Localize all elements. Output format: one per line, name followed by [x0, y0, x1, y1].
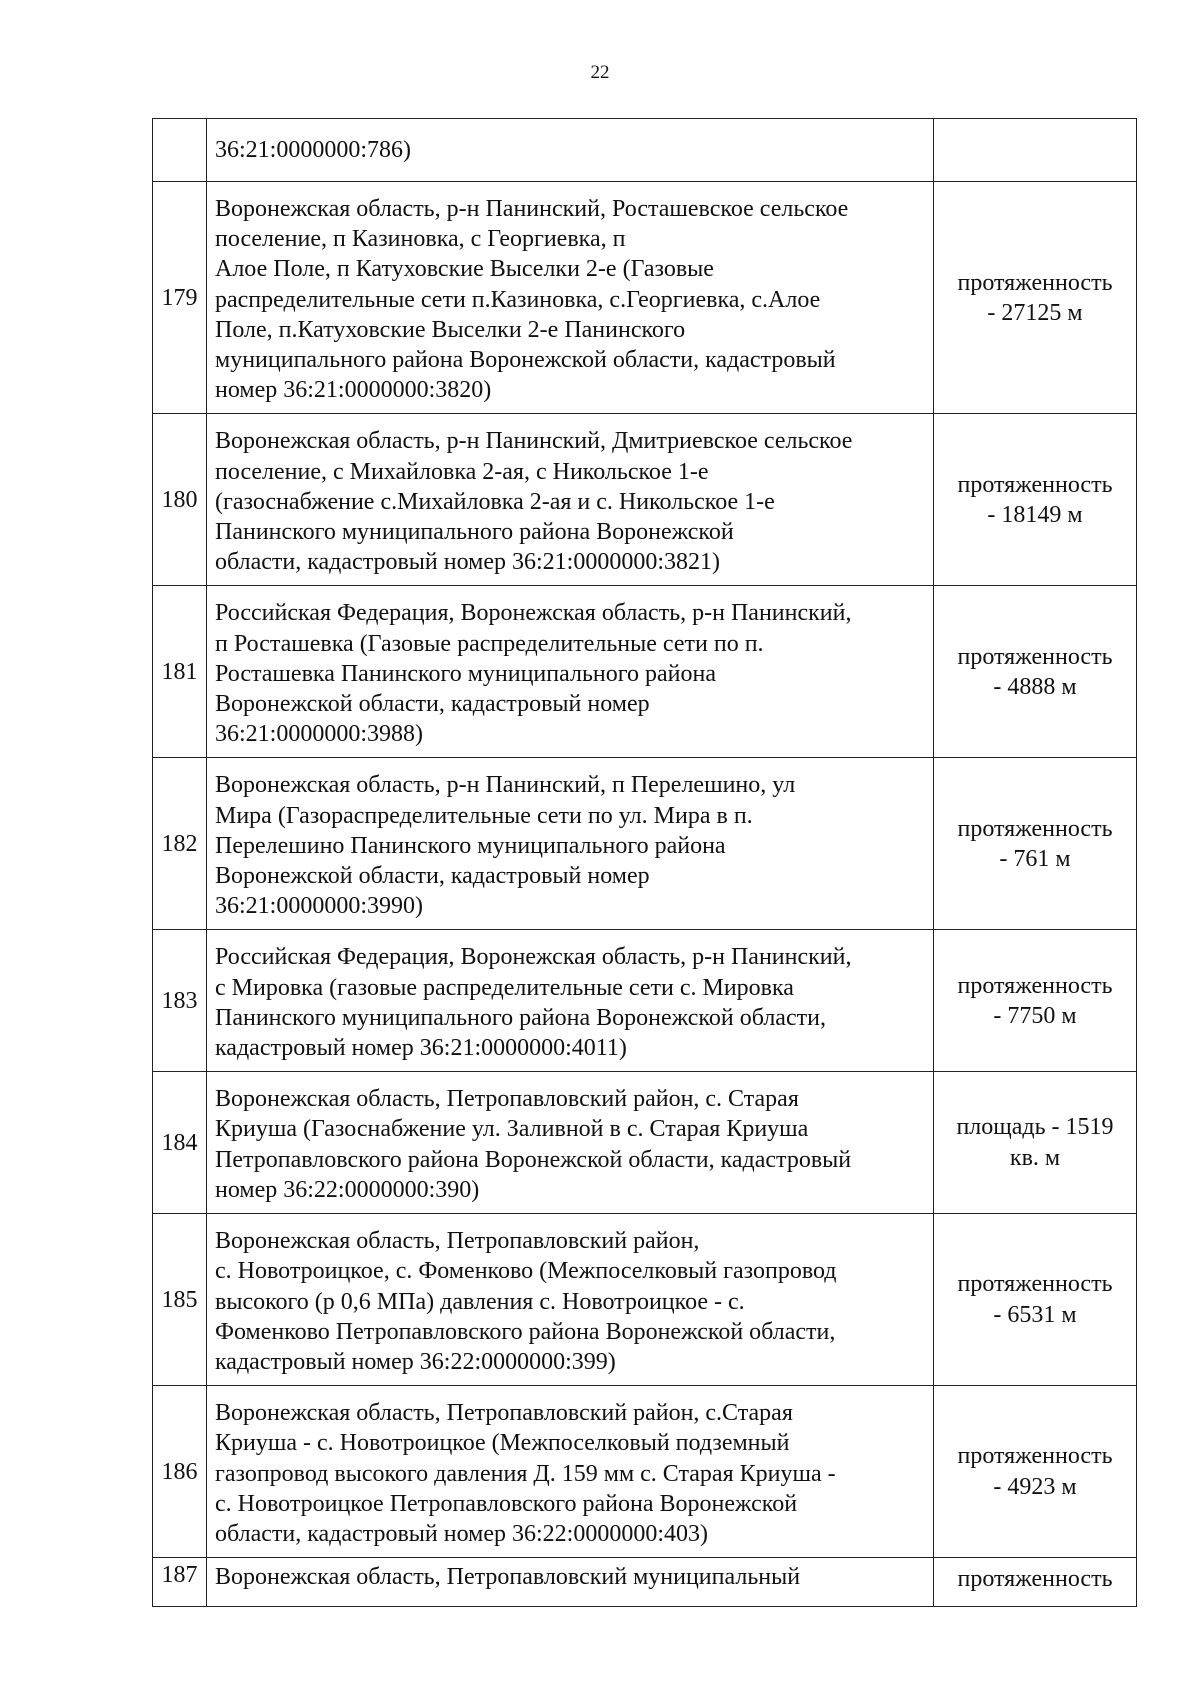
row-number: 181 [153, 586, 207, 758]
table-row [153, 930, 1137, 1072]
description-line: Воронежская область, Петропавловский район, [215, 1228, 700, 1255]
description-line: Воронежской области, кадастровый номер [215, 863, 650, 890]
row-number: 184 [153, 1072, 207, 1214]
description-line: с. Новотроицкое Петропавловского района Воронежской [215, 1490, 798, 1517]
description-line: кадастровый номер 36:21:0000000:4011) [215, 1035, 627, 1062]
object-description [207, 1214, 934, 1386]
description-line: Воронежской области, кадастровый номер [215, 691, 650, 718]
description-line: Петропавловского района Воронежской области, кадастровый [215, 1146, 852, 1173]
object-description [207, 119, 934, 182]
row-number: 183 [153, 930, 207, 1072]
description-line: Перелешино Панинского муниципального района [215, 832, 726, 859]
description-line: Воронежская область, р-н Панинский, п Перелешино, ул [215, 772, 796, 799]
extent-label: протяженность [957, 815, 1113, 842]
object-extent [934, 1558, 1137, 1607]
row-number: 182 [153, 758, 207, 930]
description-line: Поле, п.Катуховские Выселки 2-е Панинского [215, 316, 686, 343]
description-line: поселение, п Казиновка, с Георгиевка, п [215, 226, 626, 253]
extent-label: протяженность [957, 471, 1113, 498]
object-description [207, 586, 934, 758]
table-row [153, 119, 1137, 182]
object-description [207, 182, 934, 414]
description-line: распределительные сети п.Казиновка, с.Георгиевка, с.Алое [215, 286, 821, 313]
row-number: 186 [153, 1386, 207, 1558]
description-line: газопровод высокого давления Д. 159 мм с. Старая Криуша - [215, 1460, 836, 1487]
row-number: 179 [153, 182, 207, 414]
description-line: Панинского муниципального района Воронежской [215, 519, 734, 546]
extent-value: кв. м [1009, 1144, 1061, 1171]
description-line: высокого (р 0,6 МПа) давления с. Новотроицкое - с. [215, 1288, 745, 1315]
extent-value: - 4923 м [993, 1473, 1077, 1500]
description-line: с. Новотроицкое, с. Фоменково (Межпоселковый газопровод [215, 1258, 837, 1285]
description-line: Криуша (Газоснабжение ул. Заливной в с. Старая Криуша [215, 1116, 809, 1143]
object-description [207, 1072, 934, 1214]
description-line: 36:21:0000000:786) [215, 136, 411, 163]
extent-value: - 7750 м [993, 1002, 1077, 1029]
description-line: области, кадастровый номер 36:21:0000000:3821) [215, 549, 720, 576]
description-line: Мира (Газораспределительные сети по ул. Мира в п. [215, 802, 753, 829]
extent-label: протяженность [957, 1271, 1113, 1298]
table-row [153, 182, 1137, 414]
row-number: 180 [153, 414, 207, 586]
registry-table [152, 118, 1137, 1607]
extent-value: - 6531 м [993, 1301, 1077, 1328]
object-extent [934, 119, 1137, 182]
description-line: Алое Поле, п Катуховские Выселки 2-е (Газовые [215, 256, 714, 283]
description-line: Воронежская область, Петропавловский район, с. Старая [215, 1086, 799, 1113]
extent-label: протяженность [957, 269, 1113, 296]
object-description [207, 414, 934, 586]
description-line: п Росташевка (Газовые распределительные сети по п. [215, 630, 764, 657]
extent-value: - 4888 м [993, 673, 1077, 700]
extent-value: - 761 м [999, 845, 1071, 872]
table-row [153, 758, 1137, 930]
description-line: 36:21:0000000:3990) [215, 893, 423, 920]
extent-label: протяженность [957, 643, 1113, 670]
description-line: муниципального района Воронежской области, кадастровый [215, 347, 836, 374]
description-line: Российская Федерация, Воронежская область, р-н Панинский, [215, 944, 852, 971]
object-description [207, 758, 934, 930]
description-line: Воронежская область, Петропавловский муниципальный [215, 1564, 801, 1591]
extent-label: протяженность [957, 1566, 1113, 1593]
table-row [153, 414, 1137, 586]
page-number: 22 [590, 62, 610, 83]
description-line: Российская Федерация, Воронежская область, р-н Панинский, [215, 600, 852, 627]
object-extent [934, 758, 1137, 930]
description-line: 36:21:0000000:3988) [215, 721, 423, 748]
object-extent [934, 1072, 1137, 1214]
description-line: Панинского муниципального района Воронежской области, [215, 1004, 826, 1031]
table-row [153, 586, 1137, 758]
extent-label: площадь - 1519 [956, 1114, 1114, 1141]
object-description [207, 1558, 934, 1607]
registry-table-body [153, 119, 1137, 1607]
description-line: Росташевка Панинского муниципального района [215, 660, 716, 687]
description-line: с Мировка (газовые распределительные сети с. Мировка [215, 974, 794, 1001]
description-line: (газоснабжение с.Михайловка 2-ая и с. Никольское 1-е [215, 488, 775, 515]
extent-label: протяженность [957, 972, 1113, 999]
description-line: Криуша - с. Новотроицкое (Межпоселковый подземный [215, 1430, 790, 1457]
extent-value: - 27125 м [987, 299, 1083, 326]
object-extent [934, 1386, 1137, 1558]
description-line: Фоменково Петропавловского района Воронежской области, [215, 1318, 836, 1345]
table-row [153, 1072, 1137, 1214]
row-number: 187 [153, 1558, 207, 1607]
object-extent [934, 586, 1137, 758]
row-number [153, 119, 207, 182]
object-extent [934, 1214, 1137, 1386]
object-description [207, 930, 934, 1072]
description-line: номер 36:22:0000000:390) [215, 1176, 480, 1203]
table-row [153, 1558, 1137, 1607]
row-number: 185 [153, 1214, 207, 1386]
description-line: кадастровый номер 36:22:0000000:399) [215, 1348, 616, 1375]
description-line: Воронежская область, р-н Панинский, Дмитриевское сельское [215, 428, 853, 455]
object-description [207, 1386, 934, 1558]
table-row [153, 1386, 1137, 1558]
table-row [153, 1214, 1137, 1386]
description-line: номер 36:21:0000000:3820) [215, 377, 492, 404]
object-extent [934, 182, 1137, 414]
extent-value: - 18149 м [987, 501, 1083, 528]
object-extent [934, 930, 1137, 1072]
description-line: Воронежская область, Петропавловский район, с.Старая [215, 1400, 793, 1427]
object-extent [934, 414, 1137, 586]
description-line: области, кадастровый номер 36:22:0000000:403) [215, 1520, 708, 1547]
extent-label: протяженность [957, 1443, 1113, 1470]
description-line: Воронежская область, р-н Панинский, Росташевское сельское [215, 196, 849, 222]
description-line: поселение, с Михайловка 2-ая, с Никольское 1-е [215, 458, 709, 485]
